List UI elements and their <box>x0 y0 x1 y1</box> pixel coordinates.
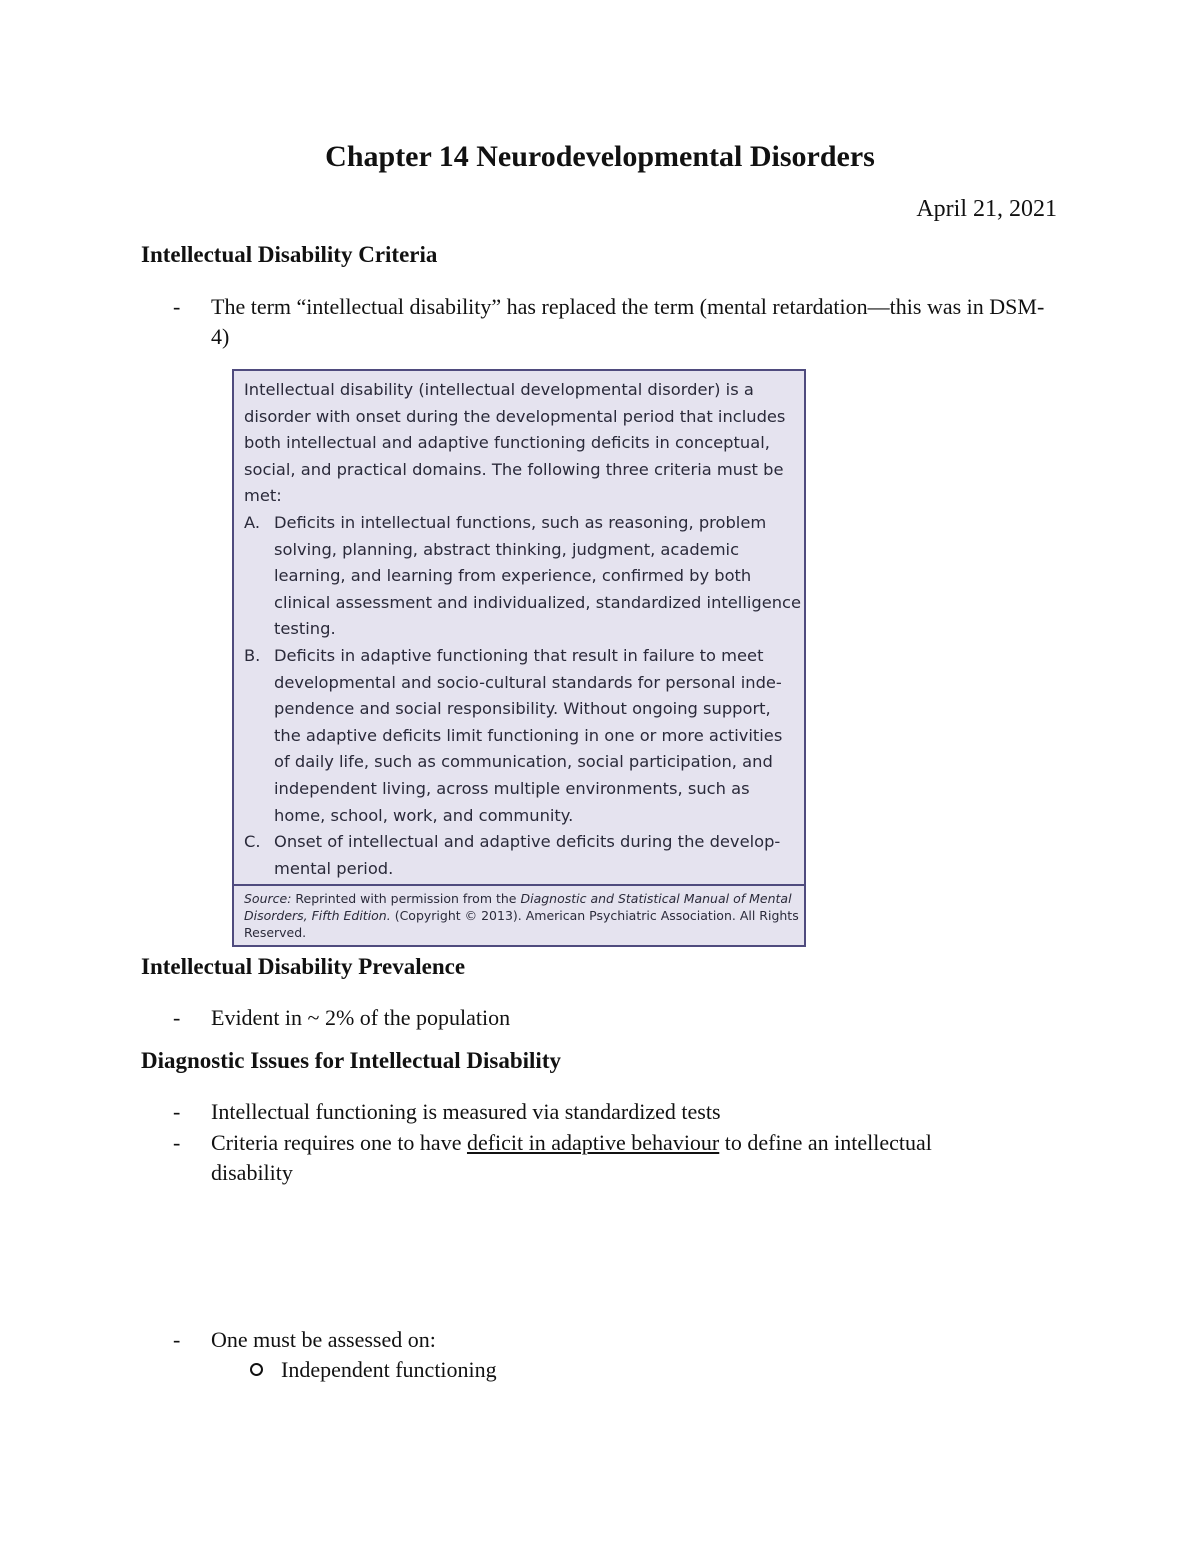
criterion-a-text: Deficits in intellectual functions, such as reasoning, problem solving, planning, abstract thinking, judgment, academic learning, and learning from experience, confirmed by both clinical assessment and individualized, standardized intelligence testing. <box>274 513 802 639</box>
source-title: Diagnostic and Statistical Manual of Mental Disorders, Fifth Edition. <box>244 891 792 923</box>
dsm-criteria-box <box>232 369 806 947</box>
section-heading-criteria: Intellectual Disability Criteria <box>141 242 438 267</box>
criterion-a-letter: A. <box>244 513 261 532</box>
bullet-standardized-tests: Intellectual functioning is measured via standardized tests <box>211 1099 721 1124</box>
bullet-marker: - <box>173 1099 181 1124</box>
bullet-marker: - <box>173 294 181 319</box>
bullet-prevalence: Evident in ~ 2% of the population <box>211 1005 511 1030</box>
criterion-c-letter: C. <box>244 832 261 851</box>
bullet-adaptive-behaviour <box>211 1128 1011 1188</box>
bullet-marker: - <box>173 1130 181 1155</box>
bullet-term-replaced: The term “intellectual disability” has replaced the term (mental retardation—this was in DSM-4) <box>211 294 1045 349</box>
box-divider <box>234 884 804 886</box>
criteria-source-note <box>244 890 800 941</box>
adaptive-text-before: Criteria requires one to have <box>211 1130 467 1155</box>
section-heading-prevalence: Intellectual Disability Prevalence <box>141 954 466 979</box>
criteria-intro: Intellectual disability (intellectual developmental disorder) is a disorder with onset during the developmental period that includes both intellectual and adaptive functioning deficits in conceptual, social, and practical domains. The following three criteria must be met: <box>244 380 786 506</box>
bullet-marker: - <box>173 1327 181 1352</box>
criterion-c-text: Onset of intellectual and adaptive deficits during the developmental period. <box>274 832 781 878</box>
criterion-b-text: Deficits in adaptive functioning that result in failure to meet developmental and socio-cultural standards for personal independence and social responsibility. Without ongoing support, the adaptive deficits limit functioning in one or more activities of daily life, such as communication, social participation, and independent living, across multiple environments, such as home, school, work, and community. <box>274 646 783 825</box>
sub-bullet-independent-functioning: Independent functioning <box>281 1357 497 1382</box>
source-post: (Copyright © 2013). American Psychiatric Association. All Rights Reserved. <box>244 908 799 940</box>
source-label: Source: <box>244 891 292 906</box>
source-pre: Reprinted with permission from the <box>291 891 521 906</box>
adaptive-underlined-term: deficit in adaptive behaviour <box>466 1130 720 1155</box>
page-title: Chapter 14 Neurodevelopmental Disorders <box>325 140 875 173</box>
hollow-circle-bullet-icon <box>250 1363 263 1376</box>
bullet-assessed-on: One must be assessed on: <box>211 1327 436 1352</box>
section-heading-diagnostic-issues: Diagnostic Issues for Intellectual Disability <box>141 1048 561 1073</box>
bullet-marker: - <box>173 1005 181 1030</box>
criterion-b-letter: B. <box>244 646 261 665</box>
adaptive-text-after: to define an intellectual disability <box>211 1130 932 1185</box>
document-date: April 21, 2021 <box>916 196 1057 222</box>
